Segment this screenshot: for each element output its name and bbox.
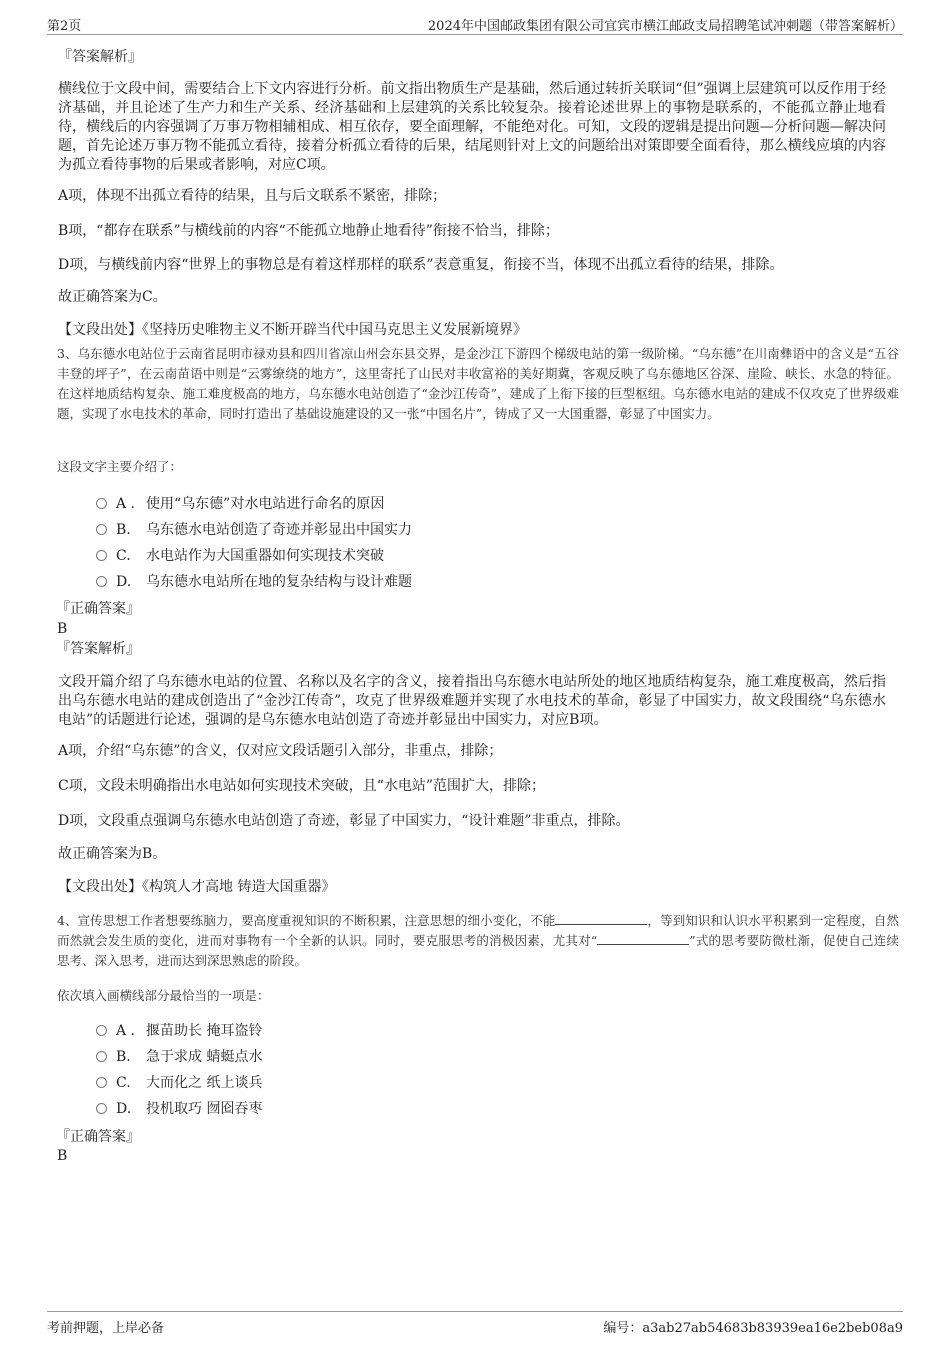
radio-icon[interactable] (96, 1103, 107, 1114)
question-4-text: 4、宣传思想工作者想要练脑力，要高度重视知识的不断积累，注意思想的细小变化，不能 ，等到知识和认识水平积累到一定程度，自然而然就会发生质的变化，进而对事物有一个全新的认识。同时，要克服思考的消极因素，尤其对“ ”式的思考要防微杜渐，促使自己连续思考、深入思考，进而达到深思熟虑的阶段。 (57, 913, 899, 968)
radio-icon[interactable] (96, 576, 107, 587)
answer-value: B (57, 621, 68, 637)
page-header (47, 14, 903, 35)
document-id: 编号：a3ab27ab54683b83939ea16e2beb08a9 (603, 1321, 903, 1336)
footer-slogan: 考前押题，上岸必备 (47, 1321, 165, 1336)
source-note: 【文段出处】《构筑人才高地 铸造大国重器》 (58, 879, 336, 895)
option-d-explanation: D项，与横线前内容“世界上的事物总是有着这样那样的联系”表意重复，衔接不当，体现不出孤立看待的结果，排除。 (58, 257, 784, 273)
conclusion: 故正确答案为B。 (58, 846, 167, 862)
analysis-text: 横线位于文段中间，需要结合上下文内容进行分析。前文指出物质生产是基础，然后通过转折关联词“但”强调上层建筑可以反作用于经济基础，并且论述了生产力和生产关系、经济基础和上层建筑的关系比较复杂。接着论述世界上的事物是联系的，不能孤立静止地看待，横线后的内容强调了万事万物相辅相成、相互依存，要全面理解，不能绝对化。可知，文段的逻辑是提出问题—分析问题—解决问题，首先论述万事万物不能孤立看待，接着分析孤立看待的后果，结尾则针对上文的问题给出对策即要全面看待，那么横线应填的内容为孤立看待事物的后果或者影响，对应C项。 (58, 81, 886, 173)
q3-option-c[interactable]: C. 水电站作为大国重器如何实现技术突破 (96, 546, 384, 566)
q3-option-a[interactable]: A . 使用“乌东德”对水电站进行命名的原因 (96, 494, 384, 514)
option-a-explanation: A项，体现不出孤立看待的结果，且与后文联系不紧密，排除； (58, 188, 447, 204)
q4-option-c[interactable]: C. 大而化之 纸上谈兵 (96, 1073, 262, 1093)
question-3-prompt: 这段文字主要介绍了： (57, 459, 183, 474)
analysis-label: 『答案解析』 (56, 641, 140, 657)
option-a-explanation: A项，介绍“乌东德”的含义，仅对应文段话题引入部分，非重点，排除； (58, 743, 503, 759)
document-title: 2024年中国邮政集团有限公司宜宾市横江邮政支局招聘笔试冲刺题（带答案解析） (427, 19, 903, 34)
answer-label: 『正确答案』 (56, 601, 140, 617)
fill-blank-1 (555, 912, 647, 925)
page-footer (47, 1311, 903, 1336)
source-note: 【文段出处】《坚持历史唯物主义不断开辟当代中国马克思主义发展新境界》 (58, 322, 527, 338)
answer-value: B (57, 1148, 68, 1164)
page-number: 第2页 (47, 19, 82, 34)
option-b-explanation: B项，“都存在联系”与横线前的内容“不能孤立地静止地看待”衔接不恰当，排除； (58, 223, 559, 239)
radio-icon[interactable] (96, 524, 107, 535)
analysis-text: 文段开篇介绍了乌东德水电站的位置、名称以及名字的含义，接着指出乌东德水电站所处的地区地质结构复杂，施工难度极高，然后指出乌东德水电站的建成创造出了“金沙江传奇”，攻克了世界级难题并实现了水电技术的革命，彰显了中国实力，故文段围绕“乌东德水电站”的话题进行论述，强调的是乌东德水电站创造了奇迹并彰显出中国实力，对应B项。 (58, 674, 886, 728)
q4-option-b[interactable]: B. 急于求成 蜻蜓点水 (96, 1047, 262, 1067)
q4-option-a[interactable]: A . 揠苗助长 掩耳盗铃 (96, 1021, 262, 1041)
answer-label: 『正确答案』 (56, 1129, 140, 1145)
conclusion: 故正确答案为C。 (58, 289, 167, 305)
q3-option-d[interactable]: D. 乌东德水电站所在地的复杂结构与设计难题 (96, 572, 412, 592)
q3-option-b[interactable]: B. 乌东德水电站创造了奇迹并彰显出中国实力 (96, 520, 412, 540)
radio-icon[interactable] (96, 498, 107, 509)
fill-blank-2 (597, 932, 689, 945)
q4-option-d[interactable]: D. 投机取巧 囫囵吞枣 (96, 1099, 262, 1119)
option-c-explanation: C项，文段未明确指出水电站如何实现技术突破，且“水电站”范围扩大，排除； (58, 778, 546, 794)
radio-icon[interactable] (96, 550, 107, 561)
analysis-label: 『答案解析』 (58, 49, 142, 65)
radio-icon[interactable] (96, 1051, 107, 1062)
question-3-text: 3、乌东德水电站位于云南省昆明市禄劝县和四川省凉山州会东县交界，是金沙江下游四个梯级电站的第一级阶梯。“乌东德”在川南彝语中的含义是“五谷丰登的坪子”，在云南苗语中则是“云雾缭绕的地方”，这里寄托了山民对丰收富裕的美好期冀，客观反映了乌东德地区谷深、崖险、峡长、水急的特征。在这样地质结构复杂、施工难度极高的地方，乌东德水电站创造了“金沙江传奇”，建成了上衔下接的巨型枢纽。乌东德水电站的建成不仅攻克了世界级难题，实现了水电技术的革命，同时打造出了基础设施建设的又一张“中国名片”，铸成了又一大国重器，彰显了中国实力。 (57, 346, 899, 421)
radio-icon[interactable] (96, 1025, 107, 1036)
option-d-explanation: D项，文段重点强调乌东德水电站创造了奇迹，彰显了中国实力，“设计难题”非重点，排除。 (58, 813, 630, 829)
radio-icon[interactable] (96, 1077, 107, 1088)
question-4-prompt: 依次填入画横线部分最恰当的一项是： (57, 988, 270, 1003)
